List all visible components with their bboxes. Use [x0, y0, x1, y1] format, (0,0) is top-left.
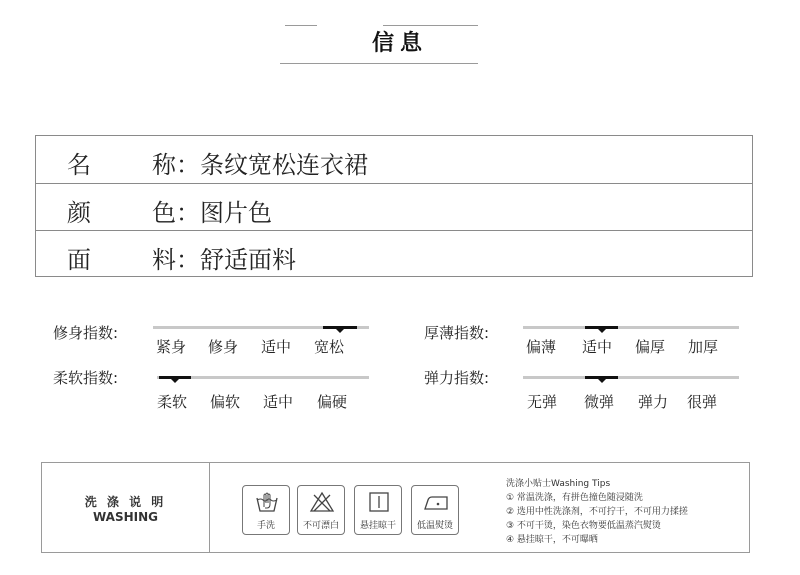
low-iron-icon: [423, 491, 449, 513]
elasticity-option: 弹力: [638, 393, 669, 411]
elasticity-index-label: 弹力指数:: [424, 369, 490, 387]
info-value: 色：图片色: [152, 199, 272, 227]
hand-wash-icon: [254, 491, 280, 513]
fit-option-selected: 宽松: [314, 338, 345, 356]
washing-divider: [209, 463, 210, 552]
thickness-option: 加厚: [688, 338, 719, 356]
care-label: 低温熨烫: [416, 521, 453, 531]
fit-option: 适中: [261, 338, 292, 356]
info-row-color: [36, 183, 752, 230]
care-symbol-no-bleach: [297, 485, 345, 535]
elasticity-option: 无弹: [527, 393, 558, 411]
softness-option: 偏软: [210, 393, 241, 411]
info-row-material: [36, 230, 752, 277]
fit-option: 紧身: [156, 338, 187, 356]
care-label: 手洗: [256, 521, 275, 531]
page-title: 信息: [371, 30, 428, 56]
product-info-table: [35, 135, 753, 277]
care-symbol-low-iron: [411, 485, 459, 535]
washing-tip: ① 常温洗涤，有拼色撞色随浸随洗: [506, 493, 643, 503]
care-symbol-hand-wash: [242, 485, 290, 535]
care-symbol-hang-dry: [354, 485, 402, 535]
fit-index-label: 修身指数:: [53, 324, 119, 342]
thickness-option-selected: 适中: [582, 338, 613, 356]
thickness-index-track: [523, 326, 739, 329]
washing-tip: ② 选用中性洗涤剂，不可拧干，不可用力揉搓: [506, 507, 688, 517]
fit-index-marker: [323, 326, 357, 329]
thickness-option: 偏厚: [635, 338, 666, 356]
softness-option-selected: 柔软: [157, 393, 188, 411]
washing-instructions-box: [41, 462, 750, 553]
washing-tip: ④ 悬挂晾干，不可曝晒: [506, 535, 598, 545]
info-row-name: [36, 136, 752, 183]
softness-option: 偏硬: [317, 393, 348, 411]
info-label: 面: [67, 246, 91, 274]
thickness-option: 偏薄: [526, 338, 557, 356]
care-label: 悬挂晾干: [359, 521, 396, 531]
washing-title-cn: 洗 涤 说 明: [84, 495, 167, 509]
info-value: 料：舒适面料: [152, 246, 296, 274]
elasticity-index-marker: [585, 376, 618, 379]
softness-option: 适中: [263, 393, 294, 411]
softness-index-label: 柔软指数:: [53, 369, 119, 387]
elasticity-index-track: [523, 376, 739, 379]
fit-option: 修身: [208, 338, 239, 356]
softness-index-marker: [159, 376, 191, 379]
info-label: 颜: [67, 199, 91, 227]
info-value: 称：条纹宽松连衣裙: [152, 151, 368, 179]
hang-dry-icon: [366, 491, 392, 513]
header-line-bottom: [280, 63, 478, 64]
elasticity-option: 很弹: [687, 393, 718, 411]
info-label: 名: [67, 151, 91, 179]
washing-tip: ③ 不可干烫，染色衣物要低温蒸汽熨烫: [506, 521, 661, 531]
thickness-index-label: 厚薄指数:: [424, 324, 490, 342]
washing-tips-title: 洗涤小贴士Washing Tips: [506, 479, 611, 489]
care-label: 不可漂白: [302, 521, 339, 531]
no-bleach-icon: [309, 491, 335, 513]
thickness-index-marker: [585, 326, 618, 329]
elasticity-option-selected: 微弹: [584, 393, 615, 411]
washing-title-en: WASHING: [92, 510, 159, 524]
